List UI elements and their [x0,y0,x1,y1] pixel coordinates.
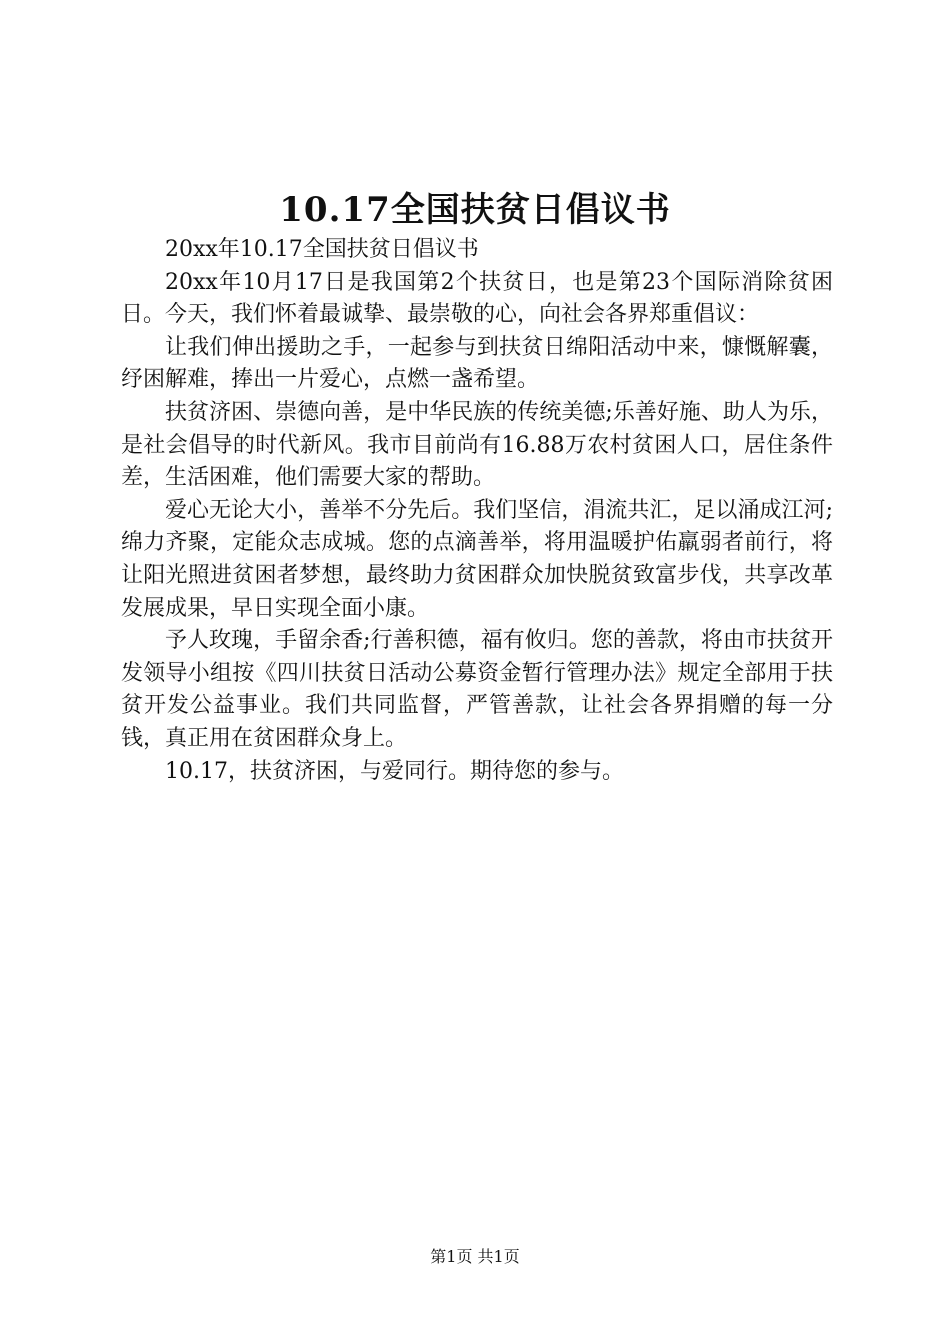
paragraph-heading-line: 20xx年10.17全国扶贫日倡议书 [165,237,479,262]
page-number-footer: 第1页 共1页 [430,1247,520,1266]
document-title: 10.17全国扶贫日倡议书 [279,190,671,230]
paragraph-closing: 10.17，扶贫济困，与爱同行。期待您的参与。 [165,758,624,784]
paragraph-call-to-action: 让我们伸出援助之手，一起参与到扶贫日绵阳活动中来，慷慨解囊，纾困解难，捧出一片爱心，点燃一盏希望。 [121,334,833,393]
paragraph-kindness: 爱心无论大小，善举不分先后。我们坚信，涓流共汇，足以涌成江河;绵力齐聚，定能众志成城。您的点滴善举，将用温暖护佑羸弱者前行，将让阳光照进贫困者梦想，最终助力贫困群众加快脱贫致富步伐，共享改革发展成果，早日实现全面小康。 [121,497,833,621]
paragraph-donations: 予人玫瑰，手留余香;行善积德，福有攸归。您的善款，将由市扶贫开发领导小组按《四川扶贫日活动公募资金暂行管理办法》规定全部用于扶贫开发公益事业。我们共同监督，严管善款，让社会各界捐赠的每一分钱，真正用在贫困群众身上。 [121,628,833,751]
paragraph-tradition: 扶贫济困、崇德向善，是中华民族的传统美德;乐善好施、助人为乐，是社会倡导的时代新风。我市目前尚有16.88万农村贫困人口，居住条件差，生活困难，他们需要大家的帮助。 [121,399,833,491]
document-body [121,234,833,788]
paragraph-intro: 20xx年10月17日是我国第2个扶贫日，也是第23个国际消除贫困日。今天，我们怀着最诚挚、最崇敬的心，向社会各界郑重倡议： [121,269,833,328]
